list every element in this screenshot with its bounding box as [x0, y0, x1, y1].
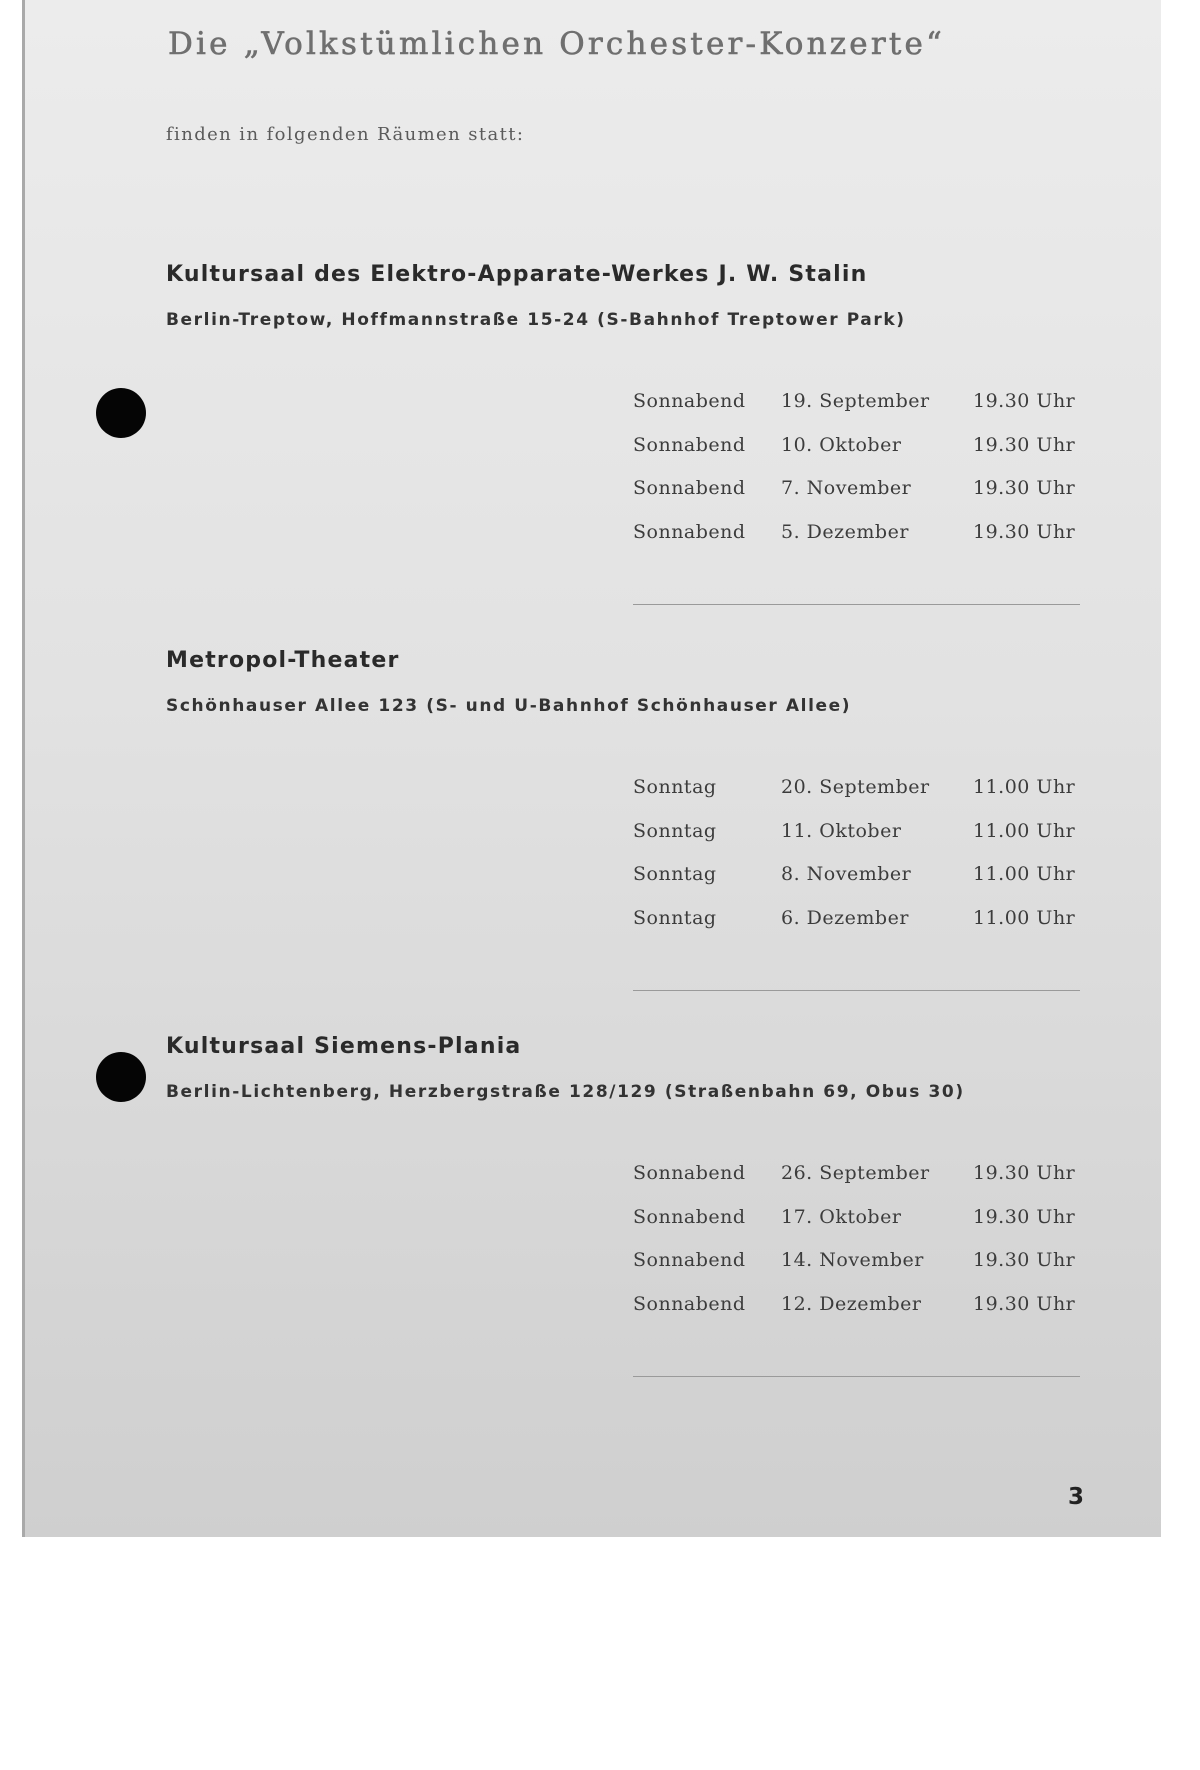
schedule-row: [633, 776, 1083, 820]
concert-time: 19.30 Uhr: [973, 520, 1076, 543]
concert-date: 26. September: [781, 1162, 930, 1184]
venue-address: Berlin-Treptow, Hoffmannstraße 15-24 (S-Bahnhof Treptower Park): [166, 310, 906, 330]
schedule-row: [633, 907, 1083, 951]
concert-time: 11.00 Uhr: [973, 776, 1076, 798]
weekday: Sonnabend: [633, 433, 746, 456]
venue-name: Kultursaal Siemens-Plania: [166, 1034, 522, 1059]
concert-time: 11.00 Uhr: [973, 906, 1076, 929]
concert-date: 17. Oktober: [781, 1205, 902, 1228]
weekday: Sonnabend: [633, 390, 746, 412]
concert-date: 11. Oktober: [781, 819, 902, 842]
weekday: Sonntag: [633, 819, 717, 842]
concert-time: 19.30 Uhr: [973, 477, 1076, 499]
weekday: Sonntag: [633, 776, 717, 798]
concert-date: 5. Dezember: [781, 520, 909, 543]
concert-time: 19.30 Uhr: [973, 1162, 1076, 1184]
weekday: Sonnabend: [633, 1292, 746, 1315]
concert-time: 19.30 Uhr: [973, 1249, 1076, 1271]
schedule-row: [633, 521, 1083, 565]
punch-hole: [96, 388, 146, 438]
weekday: Sonnabend: [633, 1249, 746, 1271]
schedule-list: [633, 776, 1083, 950]
section-divider: [633, 1376, 1080, 1377]
concert-date: 10. Oktober: [781, 433, 902, 456]
concert-time: 19.30 Uhr: [973, 433, 1076, 456]
concert-date: 7. November: [781, 477, 912, 499]
concert-date: 20. September: [781, 776, 930, 798]
weekday: Sonnabend: [633, 1205, 746, 1228]
page-number: 3: [1068, 1484, 1085, 1510]
concert-date: 19. September: [781, 390, 930, 412]
venue-address: Berlin-Lichtenberg, Herzbergstraße 128/129 (Straßenbahn 69, Obus 30): [166, 1082, 965, 1102]
concert-time: 19.30 Uhr: [973, 1205, 1076, 1228]
concert-time: 19.30 Uhr: [973, 390, 1076, 412]
section-divider: [633, 604, 1080, 605]
section-divider: [633, 990, 1080, 991]
weekday: Sonntag: [633, 906, 717, 929]
schedule-row: [633, 1206, 1083, 1250]
weekday: Sonnabend: [633, 477, 746, 499]
concert-date: 6. Dezember: [781, 906, 909, 929]
concert-date: 12. Dezember: [781, 1292, 922, 1315]
schedule-row: [633, 863, 1083, 907]
venue-name: Metropol-Theater: [166, 648, 400, 673]
concert-time: 11.00 Uhr: [973, 863, 1076, 885]
schedule-row: [633, 1293, 1083, 1337]
intro-text: finden in folgenden Räumen statt:: [166, 124, 525, 145]
schedule-row: [633, 434, 1083, 478]
weekday: Sonnabend: [633, 1162, 746, 1184]
concert-date: 14. November: [781, 1249, 924, 1271]
punch-hole: [96, 1052, 146, 1102]
weekday: Sonnabend: [633, 520, 746, 543]
schedule-row: [633, 477, 1083, 521]
schedule-row: [633, 390, 1083, 434]
page-title: Die „Volkstümlichen Orchester-Konzerte“: [168, 26, 946, 62]
schedule-row: [633, 1249, 1083, 1293]
venue-address: Schönhauser Allee 123 (S- und U-Bahnhof Schönhauser Allee): [166, 696, 852, 716]
concert-time: 11.00 Uhr: [973, 819, 1076, 842]
schedule-row: [633, 1162, 1083, 1206]
concert-date: 8. November: [781, 863, 912, 885]
schedule-row: [633, 820, 1083, 864]
schedule-list: [633, 390, 1083, 564]
venue-name: Kultursaal des Elektro-Apparate-Werkes J. W. Stalin: [166, 262, 868, 287]
weekday: Sonntag: [633, 863, 717, 885]
schedule-list: [633, 1162, 1083, 1336]
concert-time: 19.30 Uhr: [973, 1292, 1076, 1315]
